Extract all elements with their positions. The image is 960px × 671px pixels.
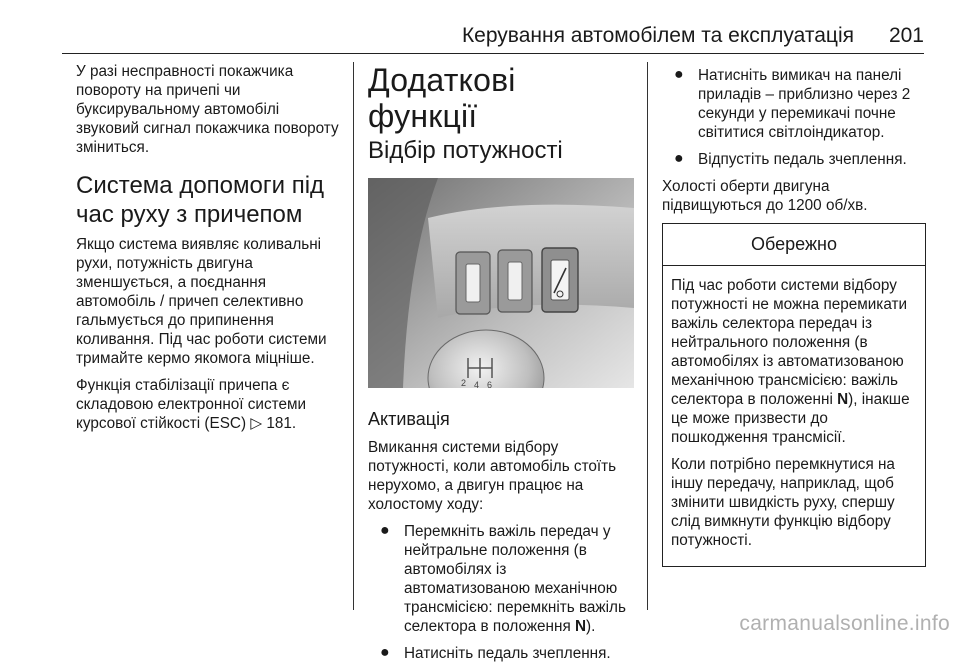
column-left: [76, 62, 344, 433]
caution-paragraph: Коли потрібно перемкнутися на іншу передачу, наприклад, щоб змінити швидкість руху, спершу слід вимкнути функцію відбору потужності.: [671, 456, 895, 549]
subtitle-pto: Відбір потужності: [368, 137, 563, 164]
bullet-dot: ●: [674, 66, 684, 83]
page-header: [62, 20, 924, 54]
trailer-assist-paragraph: Якщо система виявляє коливальні рухи, потужність двигуна зменшується, а поєднання автомобіль / причеп селективно гальмується до припинення коливання. Під час роботи системи тримайте кермо якомога міцніше.: [76, 236, 327, 367]
section-title-trailer-assist: Система допомоги під час руху з причепом: [76, 172, 325, 228]
caution-box: [662, 223, 926, 567]
esc-text: Функція стабілізації причепа є складовою електронної системи курсової стійкості (ESC): [76, 377, 307, 432]
idle-paragraph: Холості оберти двигуна підвищуються до 1200 об/хв.: [662, 178, 868, 214]
column-middle: [368, 62, 634, 671]
column-right: [662, 62, 926, 567]
bullet-item: ● Перемкніть важіль передач у нейтральне положення (в автомобілях із автоматизованою механічною трансмісією: перемкніть важіль селектора в положення N).: [380, 522, 626, 635]
esc-paragraph: [76, 376, 344, 433]
gear-label: 6: [487, 380, 493, 388]
switch-2: [498, 250, 532, 312]
bullet-item: ● Натисніть вимикач на панелі приладів – приблизно через 2 секунди у перемикачі почне світитися світлоіндикатор.: [674, 66, 911, 141]
activation-title: Активація: [368, 409, 450, 429]
gear-label: 4: [474, 380, 480, 388]
gear-label: 2: [461, 378, 467, 388]
switch-1: [456, 252, 490, 314]
dashboard-illustration: [368, 178, 634, 388]
bullet-dot: ●: [380, 644, 390, 661]
pto-switch: [542, 248, 578, 312]
esc-ref-page: 181.: [262, 415, 297, 432]
main-title: Додаткові функції: [368, 62, 516, 134]
watermark: carmanualsonline.info: [739, 612, 950, 635]
page-ref-arrow-icon[interactable]: ▷: [250, 415, 263, 432]
column-divider: [353, 62, 354, 610]
activation-paragraph: Вмикання системи відбору потужності, коли автомобіль стоїть нерухомо, а двигун працює на холостому ходу:: [368, 439, 617, 513]
bullet-dot: ●: [380, 522, 390, 539]
bullet-item: ● Відпустіть педаль зчеплення.: [674, 150, 907, 168]
bullet-item: ● Натисніть педаль зчеплення.: [380, 644, 611, 662]
header-title: Керування автомобілем та експлуатація: [461, 24, 854, 47]
bullet-dot: ●: [674, 150, 684, 167]
caution-title: Обережно: [663, 224, 925, 266]
column-divider: [647, 62, 648, 610]
caution-body: [663, 266, 925, 566]
caution-paragraph: Під час роботи системи відбору потужності не можна перемикати важіль селектора передач із нейтрального положення (в автомобілях із автоматизованою механічною трансмісією: важіль селектора в положенні N), інакше це може призвести до пошкодження трансмісії.: [671, 277, 910, 446]
page-number: 201: [888, 24, 924, 47]
intro-paragraph: У разі несправності покажчика повороту на причепі чи буксирувальному автомобілі звуковий сигнал покажчика повороту зміниться.: [76, 63, 339, 156]
